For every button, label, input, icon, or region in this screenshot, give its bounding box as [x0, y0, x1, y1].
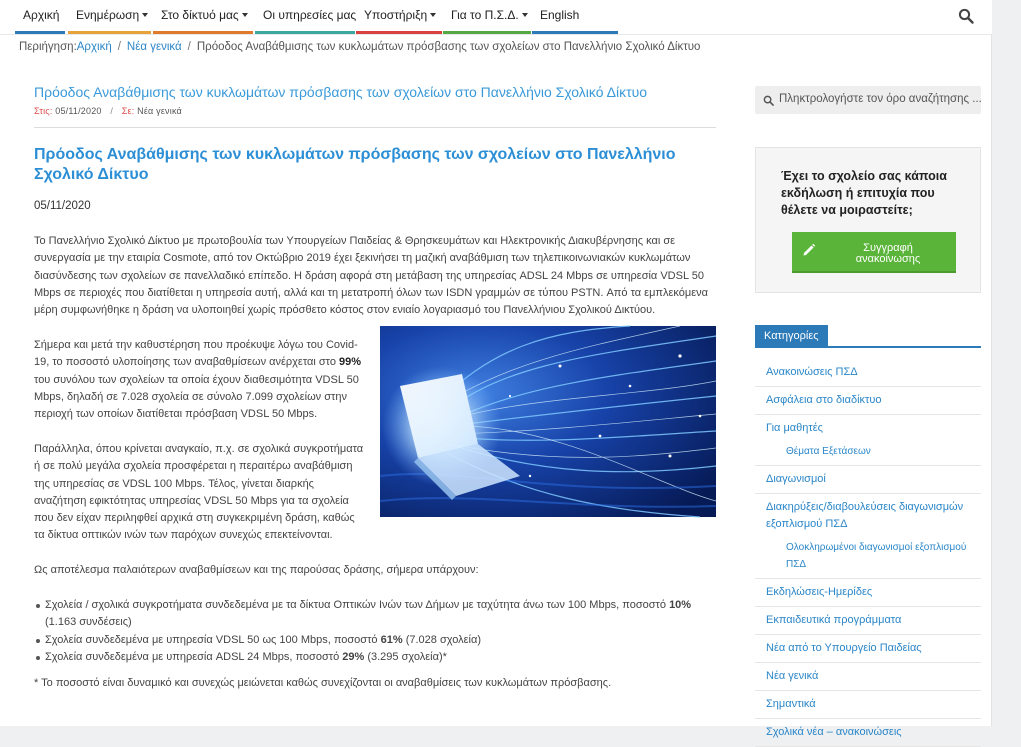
- list-item-text: (3.295 σχολεία)*: [364, 650, 447, 663]
- list-item-text: (7.028 σχολεία): [402, 633, 481, 646]
- category-item[interactable]: [755, 719, 981, 747]
- category-label: Διακηρύξεις/διαβουλεύσεις διαγωνισμών εξοπλισμού ΠΣΔ: [766, 501, 964, 530]
- article-paragraph: Παράλληλα, όπου κρίνεται αναγκαίο, π.χ. σε σχολικά συγκροτήματα ή σε πολύ μεγάλα σχολεία προσφέρεται η περαιτέρω αναβάθμιση της υπηρεσίας σε VDSL 100 Mbps. Τέλος, γίνεται διαρκής αναζήτηση εφικτότητας υπηρεσίας VDSL 50 Mbps για τα σχολεία που δεν είχαν περιληφθεί αρχικά στη συγκεκριμένη δράση, καθώς τα δίκτυα οπτικών ινών των παρόχων συνεχώς επεκτείνονται.: [34, 443, 364, 542]
- meta-category-link[interactable]: Νέα γενικά: [137, 106, 182, 116]
- category-label: Νέα γενικά: [766, 670, 819, 682]
- breadcrumb: [19, 41, 700, 53]
- category-label: Ανακοινώσεις ΠΣΔ: [766, 366, 858, 378]
- nav-color-bar: [255, 31, 355, 34]
- nav-item-label: English: [540, 8, 580, 22]
- meta-date-label: Στις:: [34, 106, 53, 116]
- category-label: Ασφάλεια στο διαδίκτυο: [766, 394, 882, 406]
- nav-item-label: Αρχική: [23, 8, 60, 22]
- paragraph-highlight: 99%: [339, 356, 362, 369]
- breadcrumb-current: Πρόοδος Αναβάθμισης των κυκλωμάτων πρόσβασης των σχολείων στο Πανελλήνιο Σχολικό Δίκτυο: [196, 41, 701, 53]
- category-label: Νέα από το Υπουργείο Παιδείας: [766, 642, 922, 654]
- nav-color-bar: [443, 31, 531, 34]
- breadcrumb-prefix: Περιήγηση:: [19, 41, 77, 53]
- breadcrumb-separator: /: [187, 41, 191, 53]
- category-item[interactable]: [755, 494, 981, 538]
- nav-item-about[interactable]: [443, 0, 531, 34]
- pencil-icon: [802, 243, 816, 257]
- nav-item-network[interactable]: [153, 0, 253, 34]
- list-item-text: (1.163 συνδέσεις): [45, 616, 132, 629]
- nav-item-label: Στο δίκτυό μας: [161, 8, 239, 22]
- category-label: Εκδηλώσεις-Ημερίδες: [766, 586, 873, 598]
- share-prompt: Έχει το σχολείο σας κάποια εκδήλωση ή επιτυχία που θέλετε να μοιραστείτε;: [781, 169, 947, 217]
- divider: [34, 127, 716, 128]
- article-date: 05/11/2020: [34, 200, 91, 212]
- category-item[interactable]: [755, 359, 981, 387]
- caret-down-icon: [142, 13, 148, 17]
- paragraph-text: Σήμερα και μετά την καθυστέρηση που προέκυψε λόγω του Covid-19, το ποσοστό υλοποίησης των αναβαθμίσεων ανέρχεται στο: [34, 339, 358, 369]
- footnote: * Το ποσοστό είναι δυναμικό και συνεχώς μειώνεται καθώς συνεχίζονται οι αναβαθμίσεις των κυκλωμάτων πρόσβασης.: [34, 677, 612, 689]
- categories-list: [755, 359, 981, 747]
- caret-down-icon: [242, 13, 248, 17]
- search-placeholder: Πληκτρολογήστε τον όρο αναζήτησης ...: [779, 93, 982, 105]
- article-image-laptop-fiber: [380, 326, 716, 517]
- category-item[interactable]: [755, 607, 981, 635]
- post-meta: [34, 106, 182, 116]
- category-item[interactable]: [755, 663, 981, 691]
- nav-item-support[interactable]: [356, 0, 442, 34]
- category-item[interactable]: [755, 635, 981, 663]
- nav-item-label: Ενημέρωση: [76, 8, 140, 22]
- breadcrumb-home-link[interactable]: Αρχική: [76, 41, 112, 53]
- nav-item-services[interactable]: [255, 0, 355, 34]
- nav-color-bar: [356, 31, 442, 34]
- nav-item-home[interactable]: [15, 0, 65, 34]
- list-item-highlight: 10%: [669, 599, 692, 611]
- category-label: Θέματα Εξετάσεων: [786, 446, 871, 457]
- list-item: [34, 649, 724, 666]
- search-icon[interactable]: [958, 8, 974, 24]
- nav-color-bar: [68, 31, 151, 34]
- breadcrumb-category-link[interactable]: Νέα γενικά: [126, 41, 182, 53]
- paragraph-text: του συνόλου των σχολείων τα οποία έχουν διαθεσιμότητα VDSL 50 Mbps, δηλαδή σε 7.028 σχολεία σε σύνολο 7.099 σχολείων στην περιοχή των οποίων διατίθεται πρόσβαση VDSL 50 Mbps.: [34, 373, 359, 421]
- post-title-link[interactable]: Πρόοδος Αναβάθμισης των κυκλωμάτων πρόσβασης των σχολείων στο Πανελλήνιο Σχολικό Δίκτυο: [34, 84, 648, 100]
- search-icon: [763, 95, 774, 106]
- top-navigation-bar: [0, 0, 992, 35]
- category-item[interactable]: [755, 466, 981, 494]
- category-label: Διαγωνισμοί: [766, 473, 826, 485]
- stats-list: [34, 597, 724, 666]
- article-paragraph: Το Πανελλήνιο Σχολικό Δίκτυο με πρωτοβουλία των Υπουργείων Παιδείας & Θρησκευμάτων και Ηλεκτρονικής Διακυβέρνησης και σε συνεργασία με την εταιρία Cosmote, από τον Οκτώβριο 2019 έχει ξεκινήσει τη μαζική αναβάθμιση των τηλεπικοινωνιακών κυκλωμάτων διασύνδεσης των σχολείων σε πανελλαδικό επίπεδο. Η δράση αφορά στη μετάβαση της υπηρεσίας ADSL 24 Mbps σε υπηρεσία VDSL 50 Mbps σε περιοχές που διατίθεται η υπηρεσία αυτή, αλλά και τη μετατροπή όλων των ISDN γραμμών σε τύπου PSTN. Από τα εμπλεκόμενα μέρη συμφωνήθηκε η δράση να υλοποιηθεί χωρίς πρόσθετο κόστος στον ενιαίο λογαριασμό του Πανελλήνιου Σχολικού Δικτύου.: [34, 235, 708, 317]
- list-item-text: Σχολεία συνδεδεμένα με υπηρεσία VDSL 50 ως 100 Mbps, ποσοστό: [45, 633, 381, 646]
- nav-color-bar: [15, 31, 65, 34]
- caret-down-icon: [522, 13, 528, 17]
- article-title: Πρόοδος Αναβάθμισης των κυκλωμάτων πρόσβασης των σχολείων στο Πανελλήνιο Σχολικό Δίκτυο: [34, 146, 676, 183]
- category-label: Σχολικά νέα – ανακοινώσεις: [766, 726, 902, 738]
- subcategory-item[interactable]: [755, 538, 981, 579]
- list-item: [34, 597, 724, 632]
- list-item: [34, 632, 724, 649]
- nav-item-news[interactable]: [68, 0, 151, 34]
- subcategory-item[interactable]: [755, 442, 981, 466]
- categories-header: [755, 325, 981, 348]
- article-paragraph: Ως αποτέλεσμα παλαιότερων αναβαθμίσεων και της παρούσας δράσης, σήμερα υπάρχουν:: [34, 564, 479, 576]
- category-label: Σημαντικά: [766, 698, 816, 710]
- category-item[interactable]: [755, 691, 981, 719]
- category-item[interactable]: [755, 387, 981, 415]
- meta-date: 05/11/2020: [55, 106, 102, 116]
- article-paragraph: [34, 337, 366, 423]
- category-label: Ολοκληρωμένοι διαγωνισμοί εξοπλισμού ΠΣΔ: [786, 542, 967, 570]
- list-item-text: Σχολεία / σχολικά συγκροτήματα συνδεδεμένα με τα δίκτυα Οπτικών Ινών των Δήμων με ταχύτητα άνω των 100 Mbps, ποσοστό: [45, 599, 670, 611]
- list-item-highlight: 61%: [380, 633, 403, 646]
- nav-item-label: Υποστήριξη: [364, 8, 428, 22]
- nav-item-english[interactable]: [532, 0, 618, 34]
- share-event-box: [755, 147, 981, 293]
- category-item[interactable]: [755, 579, 981, 607]
- category-label: Εκπαιδευτικά προγράμματα: [766, 614, 902, 626]
- category-item[interactable]: [755, 415, 981, 442]
- caret-down-icon: [430, 13, 436, 17]
- nav-item-label: Οι υπηρεσίες μας: [263, 8, 357, 22]
- breadcrumb-separator: /: [117, 41, 121, 53]
- write-announcement-button[interactable]: [792, 232, 956, 273]
- categories-title: Κατηγορίες: [755, 325, 828, 348]
- list-item-highlight: 29%: [342, 650, 365, 663]
- nav-color-bar: [532, 31, 618, 34]
- nav-item-label: Για το Π.Σ.Δ.: [451, 8, 519, 22]
- button-label: Συγγραφή ανακοίνωσης: [855, 242, 921, 265]
- list-item-text: Σχολεία συνδεδεμένα με υπηρεσία ADSL 24 Mbps, ποσοστό: [45, 650, 343, 663]
- category-label: Για μαθητές: [766, 422, 823, 434]
- meta-category-label: Σε:: [121, 106, 135, 116]
- sidebar-search-input[interactable]: [755, 86, 981, 114]
- nav-color-bar: [153, 31, 253, 34]
- meta-separator: /: [110, 106, 114, 116]
